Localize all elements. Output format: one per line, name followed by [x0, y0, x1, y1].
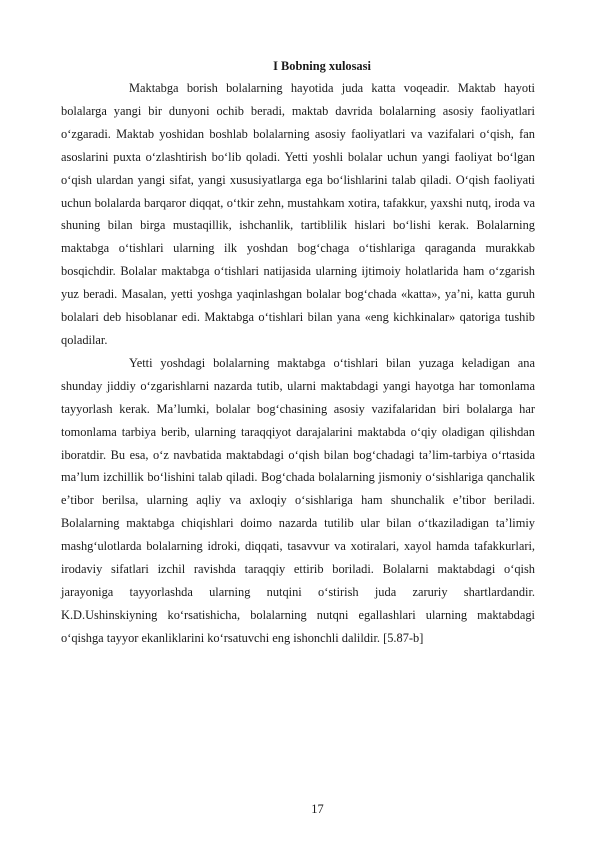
- page-number: 17: [311, 802, 324, 816]
- paragraph: Yetti yoshdagi bolalarning maktabga o‘tishlari bilan yuzaga keladigan ana shunday jiddiy o‘zgarishlarni nazarda tutib, ularni maktabdagi yangi hayotga har tomonlama tayyorlash kerak. Ma’lumki, bolalar bog‘chasining asosiy vazifalaridan biri bolalarga har tomonlama tarbiya berib, ularning taraqqiyot darajalarini maktabda o‘qiy oladigan qilishdan iboratdir. Bu esa, o‘z navbatida maktabdagi o‘qish bilan bog‘chadagi ta’lim-tarbiya o‘rtasida ma’lum izchillik bo‘lishini talab qiladi. Bog‘chada bolalarning jismoniy o‘sishlariga qanchalik e’tibor berilsa, ularning aqliy va axloqiy o‘sishlariga ham shunchalik e’tibor beriladi. Bolalarning maktabga chiqishlari doimo nazarda tutilib ular bilan o‘tkaziladigan ta’limiy mashg‘ulotlarda bolalarning idroki, diqqati, tasavvur va xotiralari, xayol hamda tafakkurlari, irodaviy sifatlari izchil ravishda taraqqiy ettirib boriladi. Bolalarni maktabdagi o‘qish jarayoniga tayyorlashda ularning nutqini o‘stirish juda zaruriy shartlardandir. K.D.Ushinskiyning ko‘rsatishicha, bolalarning nutqni egallashlari ularning maktabdagi o‘qishga tayyor ekanliklarini ko‘rsatuvchi eng ishonchli dalildir. [5.87-b]: [61, 355, 535, 645]
- section-title: I Bobning xulosasi: [273, 59, 371, 73]
- paragraph: Maktabga borish bolalarning hayotida juda katta voqeadir. Maktab hayoti bolalarga yangi bir dunyoni ochib beradi, maktab davrida bolalarning asosiy faoliyatlari o‘zgaradi. Maktab yoshidan boshlab bolalarning asosiy faoliyatlari va vazifalari o‘qish, fan asoslarini puxta o‘zlashtirish bo‘lib qoladi. Yetti yoshli bolalar uchun yangi faoliyat bo‘lgan o‘qish ulardan yangi sifat, yangi xususiyatlarga ega bo‘lishlarini talab qiladi. O‘qish faoliyati uchun bolalarda barqaror diqqat, o‘tkir zehn, mustahkam xotira, tafakkur, yaxshi nutq, iroda va shuning bilan birga mustaqillik, ishchanlik, tartiblilik hislari bo‘lishi kerak. Bolalarning maktabga o‘tishlari ularning ilk yoshdan bog‘chaga o‘tishlariga qaraganda murakkab bosqichdir. Bolalar maktabga o‘tishlari natijasida ularning ijtimoiy holatlarida ham o‘zgarish yuz beradi. Masalan, yetti yoshga yaqinlashgan bolalar bog‘chada «katta», ya’ni, katta guruh bolalari deb hisoblanar edi. Maktabga o‘tishlari bilan yana «eng kichkinalar» qatoriga tushib qoladilar.: [61, 81, 535, 347]
- page-content: [61, 55, 535, 650]
